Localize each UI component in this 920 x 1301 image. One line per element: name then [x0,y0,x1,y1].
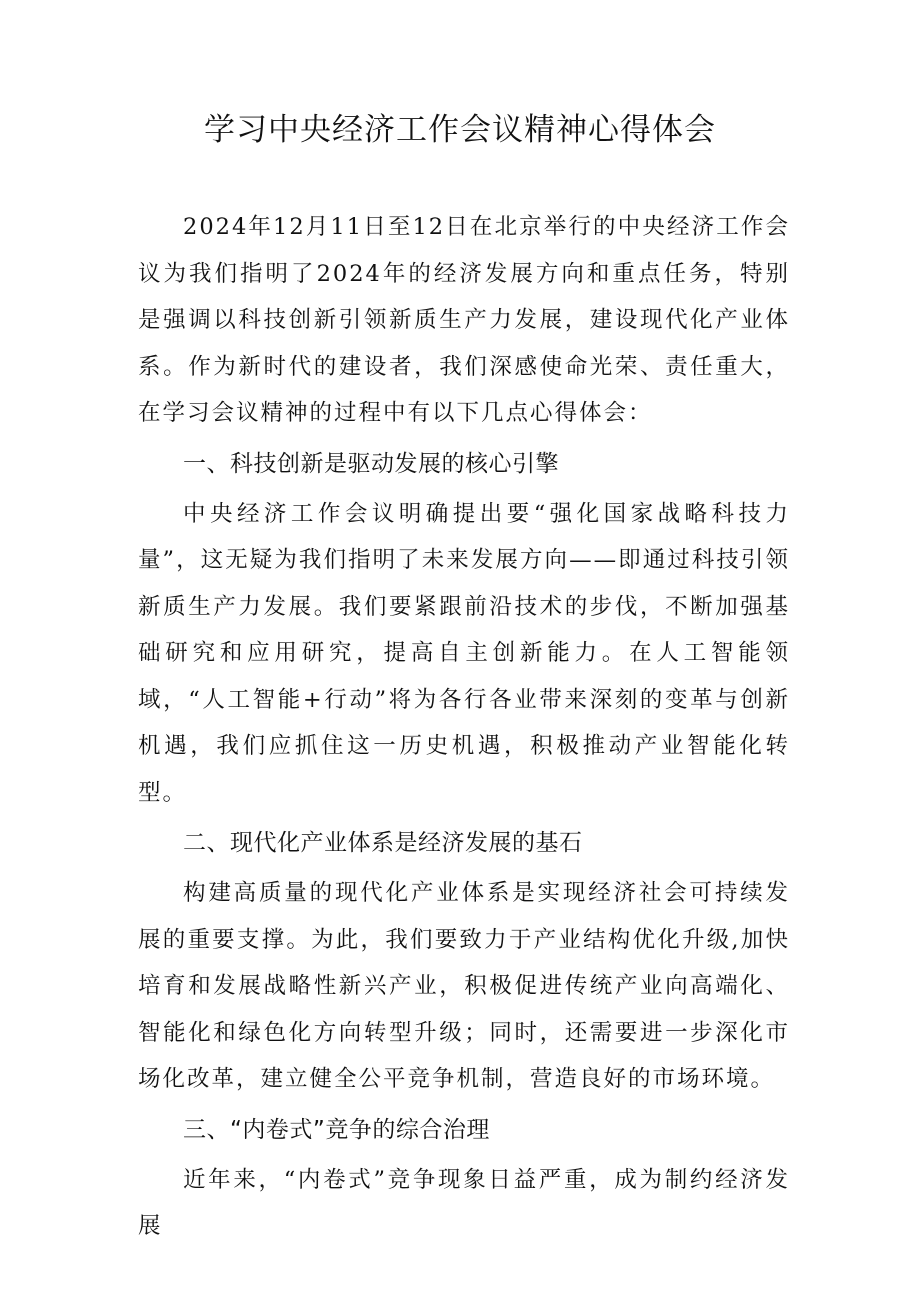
section-paragraph-3: 近年来，“内卷式”竞争现象日益严重，成为制约经济发展 [138,1166,790,1239]
intro-paragraph: 2024年12月11日至12日在北京举行的中央经济工作会议为我们指明了2024年的经济发展方向和重点任务，特别是强调以科技创新引领新质生产力发展，建设现代化产业体系。作为新时代的建设者，我们深感使命光荣、责任重大，在学习会议精神的过程中有以下几点心得体会： [138,214,790,426]
document-title: 学习中央经济工作会议精神心得体会 [204,112,716,148]
section-heading-2: 二、现代化产业体系是经济发展的基石 [183,830,583,856]
section-heading-3: 三、“内卷式”竞争的综合治理 [183,1116,490,1143]
document-body [138,204,790,1250]
section-paragraph-1: 中央经济工作会议明确提出要“强化国家战略科技力量”，这无疑为我们指明了未来发展方向——即通过科技引领新质生产力发展。我们要紧跟前沿技术的步伐，不断加强基础研究和应用研究，提高自主创新能力。在人工智能领域，“人工智能+行动”将为各行各业带来深刻的变革与创新机遇，我们应抓住这一历史机遇，积极推动产业智能化转型。 [138,500,790,806]
section-heading-1: 一、科技创新是驱动发展的核心引擎 [183,450,559,477]
section-paragraph-2: 构建高质量的现代化产业体系是实现经济社会可持续发展的重要支撑。为此，我们要致力于产业结构优化升级,加快培育和发展战略性新兴产业，积极促进传统产业向高端化、智能化和绿色化方向转型升级；同时，还需要进一步深化市场化改革，建立健全公平竞争机制，营造良好的市场环境。 [138,880,790,1092]
